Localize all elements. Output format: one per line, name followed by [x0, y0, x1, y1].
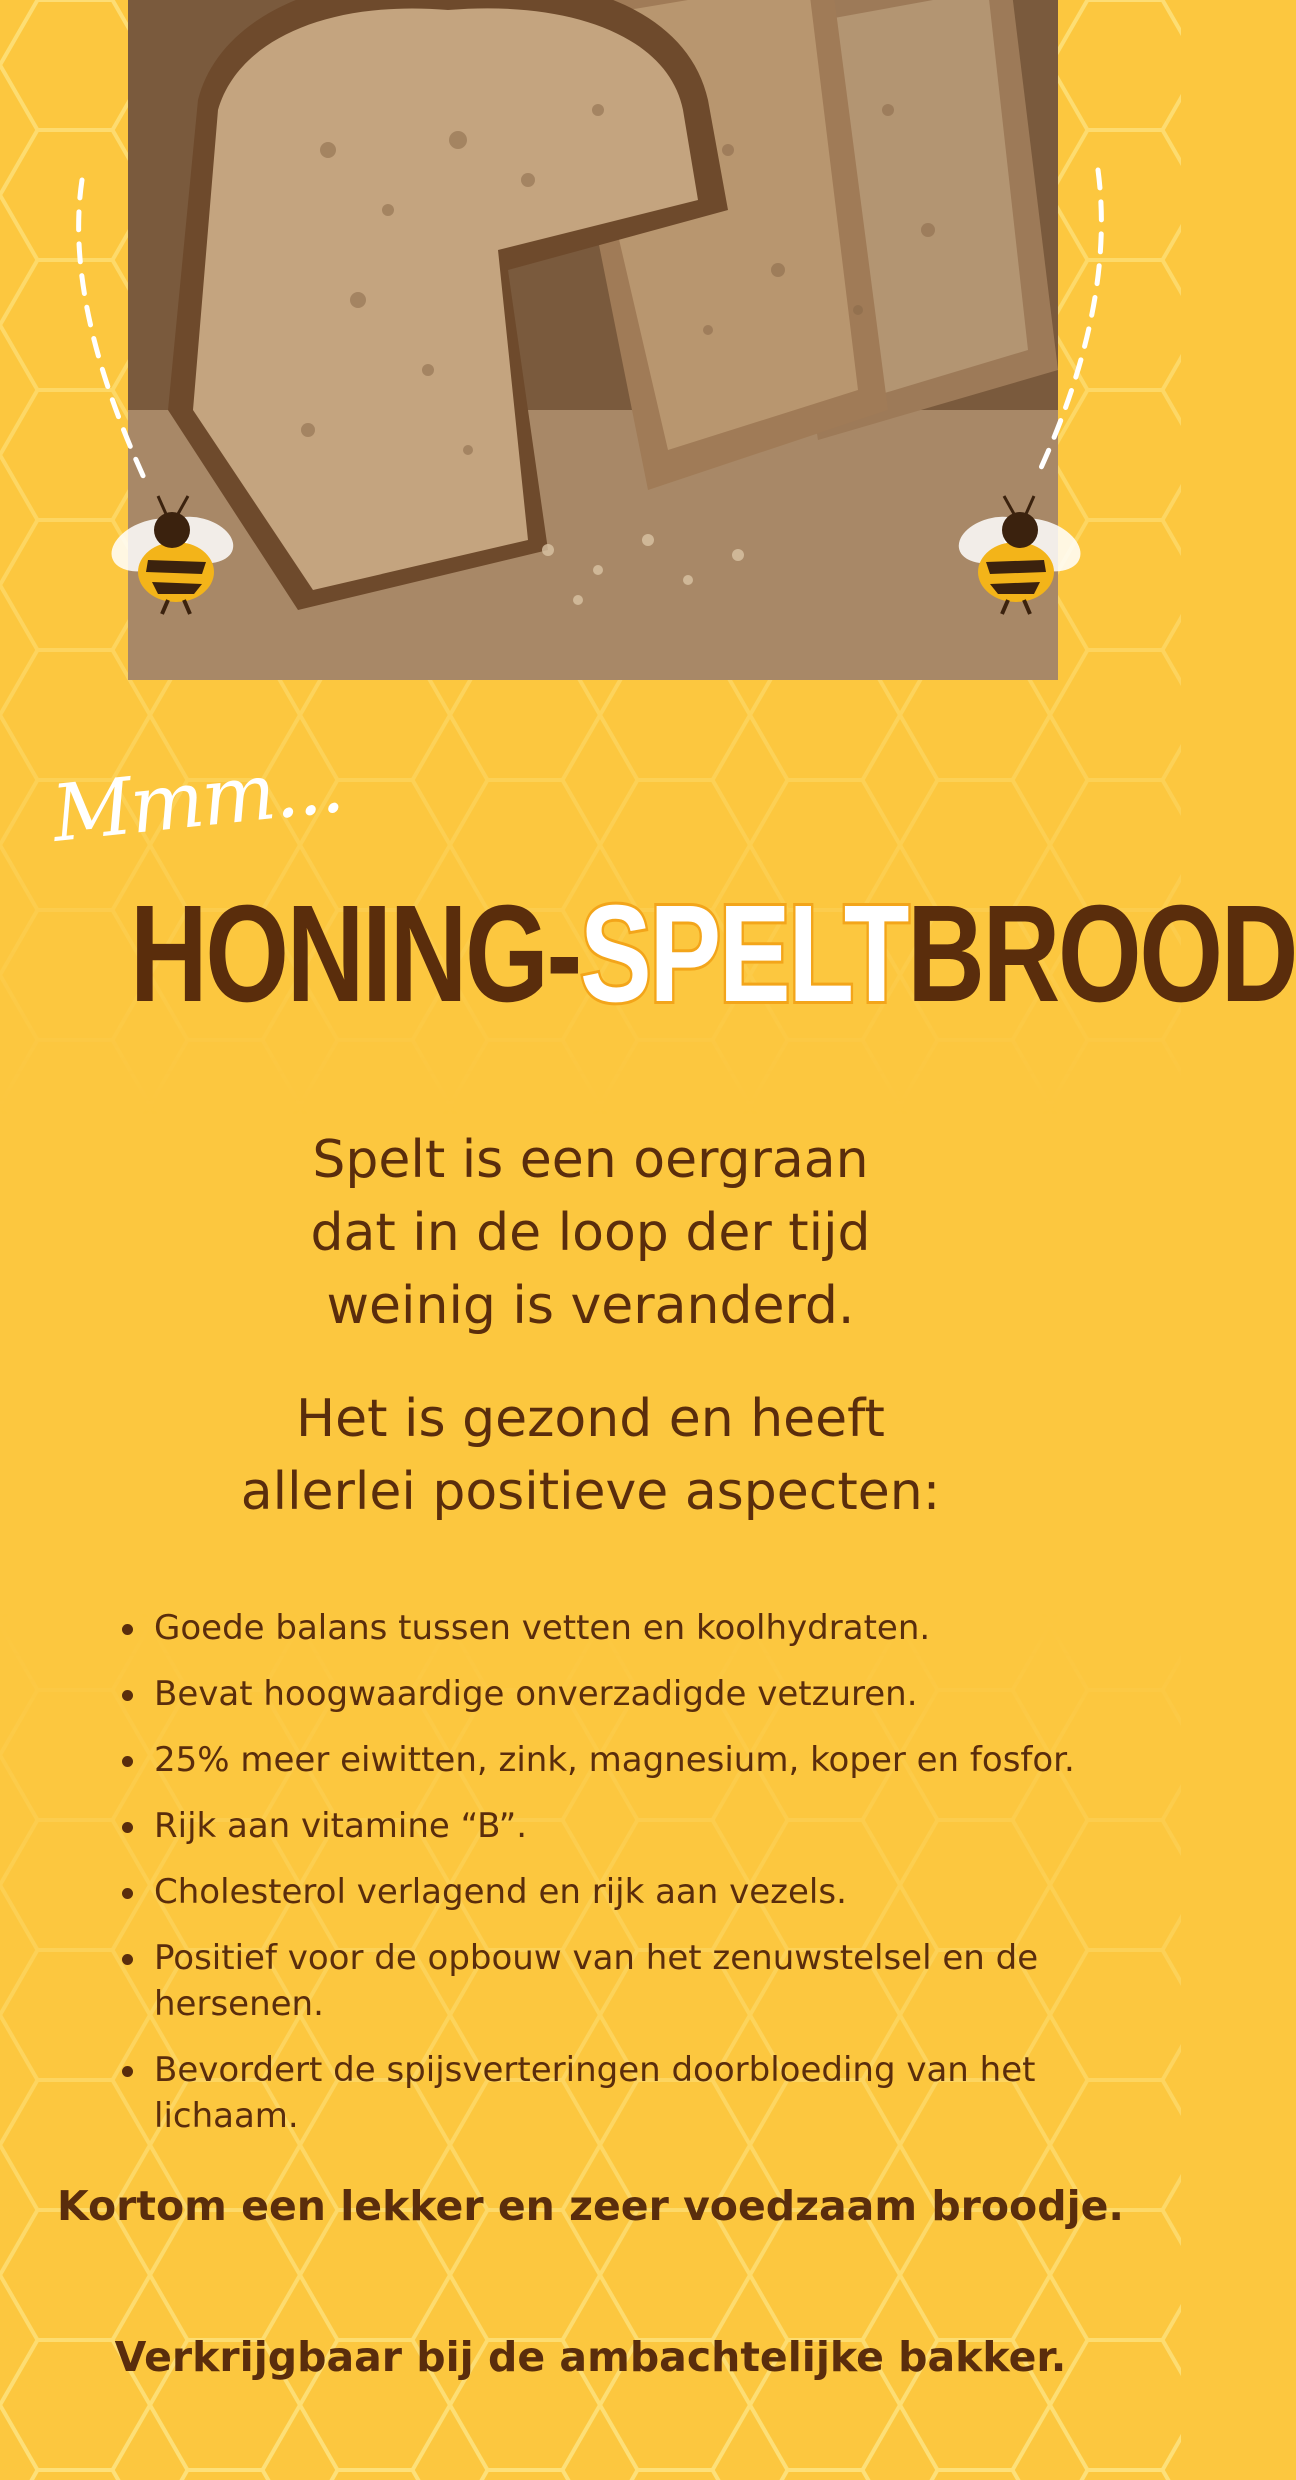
page-title — [129, 877, 1296, 1031]
list-item: Bevat hoogwaardige onverzadigde vetzuren. — [118, 1671, 1078, 1717]
intro-line: weinig is veranderd. — [326, 1276, 855, 1336]
intro-line: Het is gezond en heeft — [296, 1389, 885, 1449]
intro-line: dat in de loop der tijd — [310, 1203, 871, 1263]
title-part-brood: BROOD — [907, 877, 1296, 1031]
list-item: Rijk aan vitamine “B”. — [118, 1803, 1078, 1849]
list-item: 25% meer eiwitten, zink, magnesium, koper en fosfor. — [118, 1737, 1078, 1783]
intro-paragraph-1 — [0, 1124, 1181, 1343]
list-item: Goede balans tussen vetten en koolhydraten. — [118, 1605, 1078, 1651]
summary-text: Kortom een lekker en zeer voedzaam broodje. — [56, 2182, 1125, 2230]
list-item: Bevordert de spijsverteringen doorbloeding van het lichaam. — [118, 2047, 1078, 2139]
bee-icon — [944, 490, 1094, 620]
intro-line: allerlei positieve aspecten: — [240, 1462, 941, 1522]
title-part-honing: HONING- — [129, 877, 580, 1031]
intro-line: Spelt is een oergraan — [312, 1130, 869, 1190]
script-heading: Mmm... — [48, 740, 347, 860]
benefits-list — [118, 1605, 1078, 2159]
intro-paragraph-2 — [0, 1383, 1181, 1529]
bee-icon — [98, 490, 248, 620]
footer-text: Verkrijgbaar bij de ambachtelijke bakker. — [114, 2333, 1067, 2381]
list-item: Positief voor de opbouw van het zenuwstelsel en de hersenen. — [118, 1935, 1078, 2027]
title-part-spelt: SPELT — [579, 877, 908, 1031]
list-item: Cholesterol verlagend en rijk aan vezels. — [118, 1869, 1078, 1915]
